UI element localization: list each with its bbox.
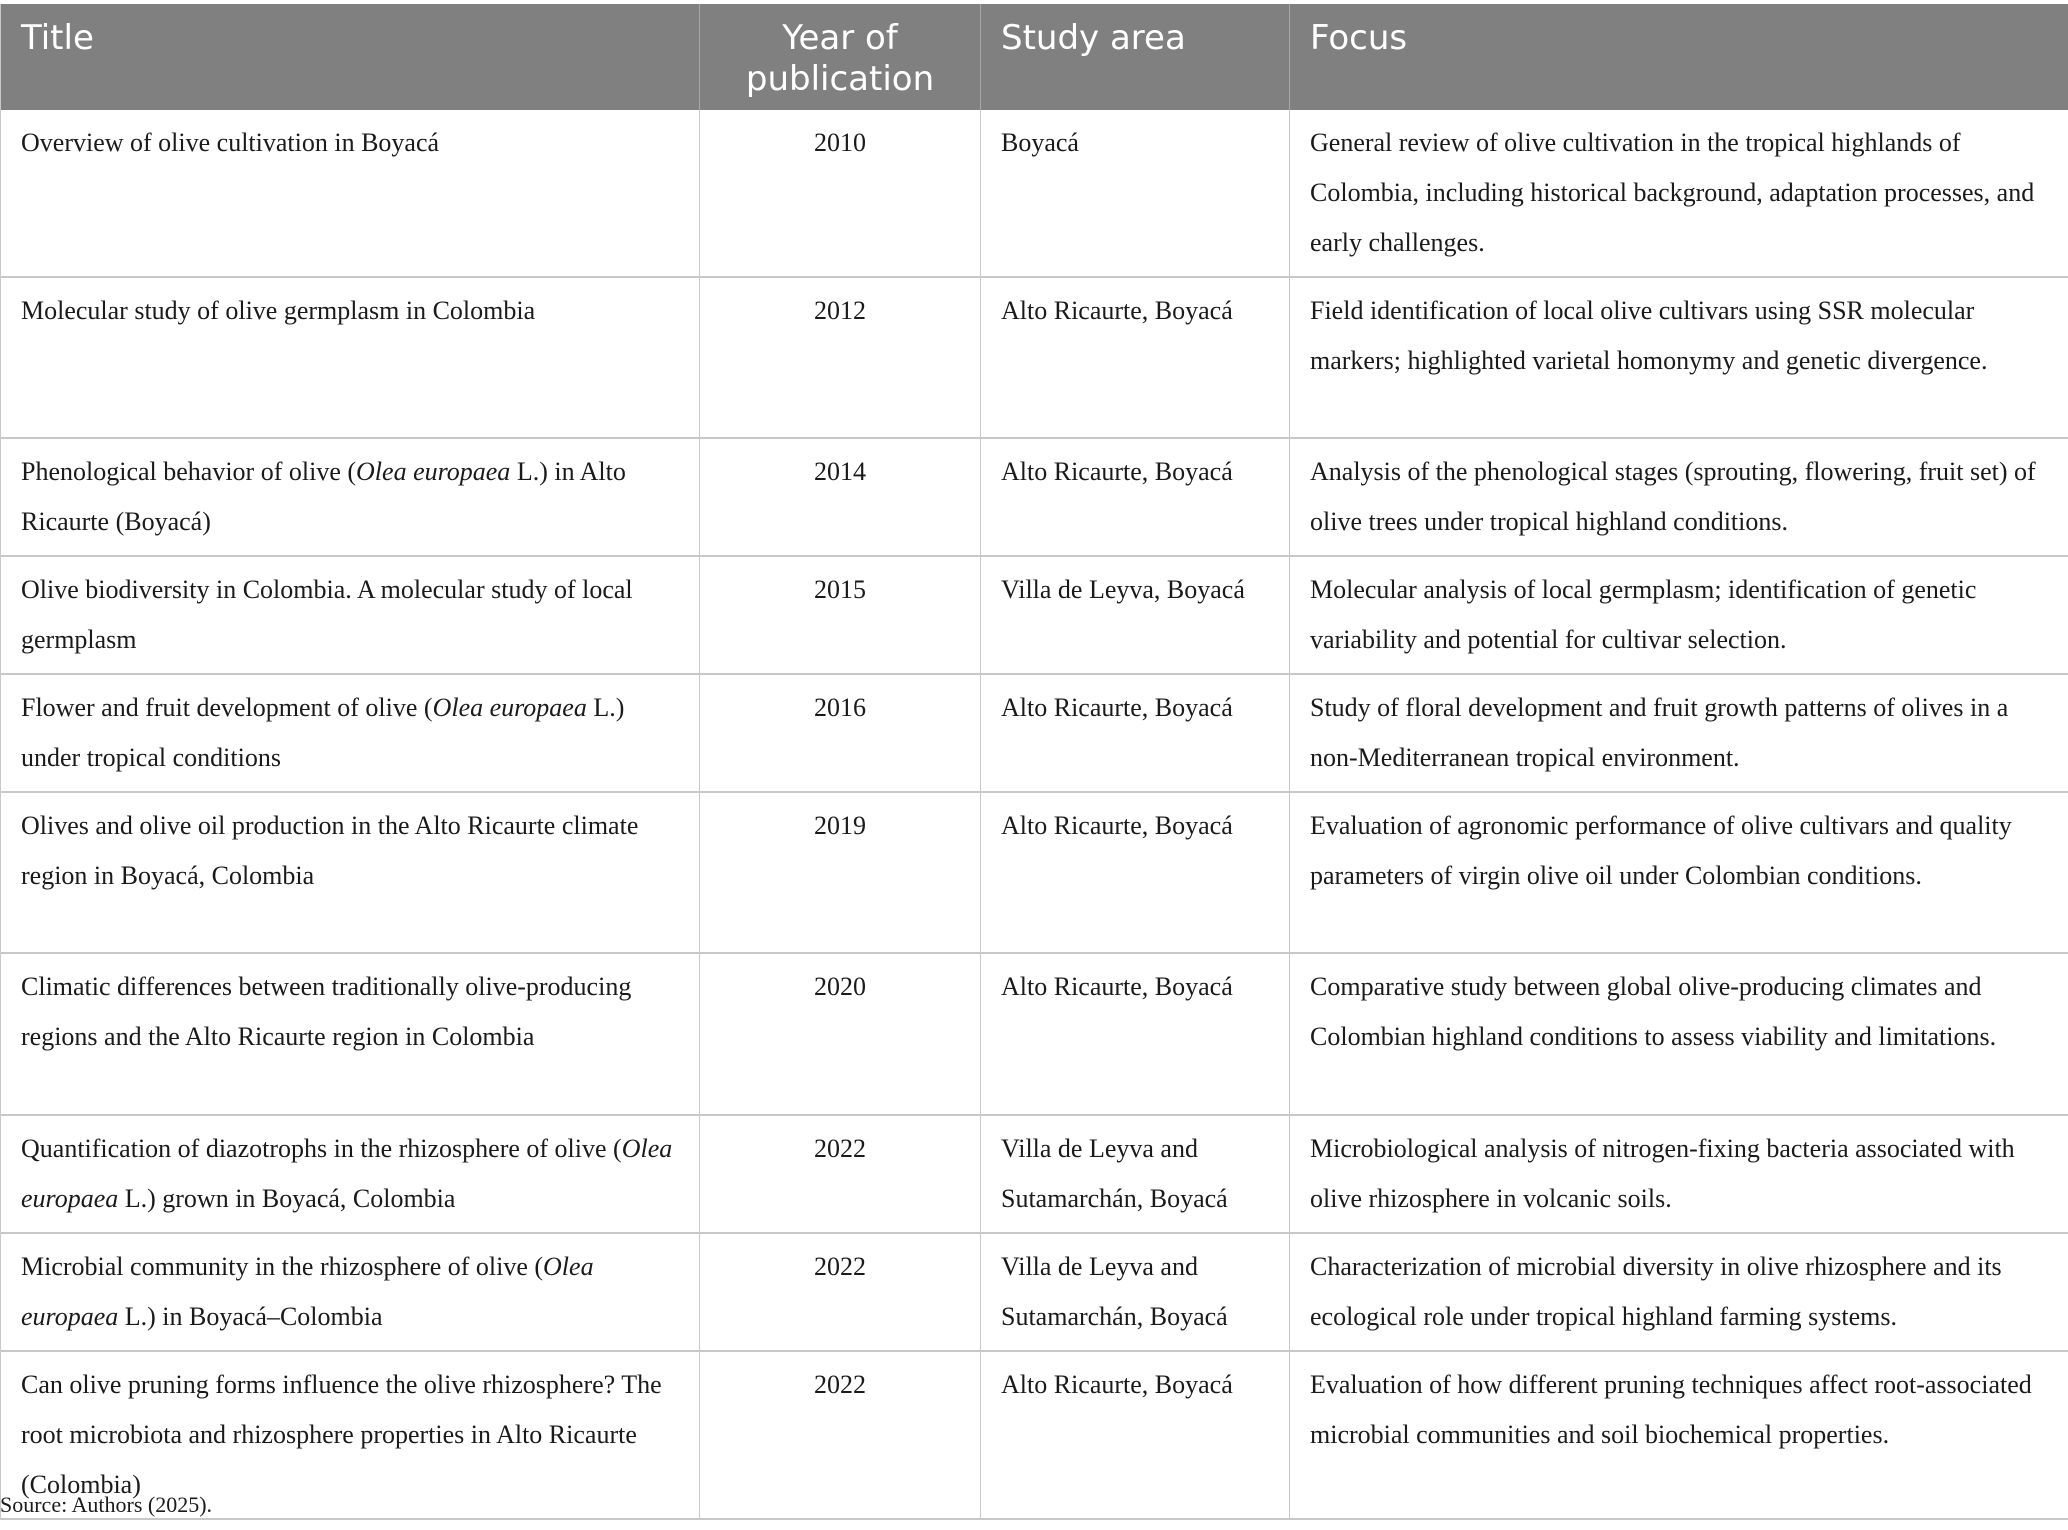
title-segment: Olea europaea: [432, 693, 587, 722]
table-row: [1, 1115, 2068, 1233]
title-segment: L.) in Alto Ricaurte (Boyacá): [21, 457, 626, 536]
title-segment: Olea europaea: [356, 457, 511, 486]
table-row: [1, 792, 2068, 953]
cell-year: 2022: [700, 1351, 981, 1519]
title-segment: Flower and fruit development of olive (: [21, 693, 433, 722]
title-segment: Climatic differences between traditionally olive-producing regions and the Alto Ricaurte region in Colombia: [21, 972, 632, 1051]
cell-study-area: Alto Ricaurte, Boyacá: [981, 1351, 1290, 1519]
table-row: [1, 674, 2068, 792]
title-segment: Olea europaea: [21, 1134, 673, 1213]
cell-year: 2016: [700, 674, 981, 792]
cell-title: [1, 556, 700, 674]
cell-title: [1, 438, 700, 556]
cell-study-area: Alto Ricaurte, Boyacá: [981, 277, 1290, 438]
cell-focus: Study of floral development and fruit growth patterns of olives in a non-Mediterranean tropical environment.: [1290, 674, 2068, 792]
cell-focus: General review of olive cultivation in the tropical highlands of Colombia, including historical background, adaptation processes, and early challenges.: [1290, 110, 2068, 277]
cell-study-area: Alto Ricaurte, Boyacá: [981, 674, 1290, 792]
cell-focus: Field identification of local olive cultivars using SSR molecular markers; highlighted varietal homonymy and genetic divergence.: [1290, 277, 2068, 438]
cell-title: [1, 1115, 700, 1233]
header-year: Year of publication: [700, 4, 981, 110]
cell-study-area: Villa de Leyva, Boyacá: [981, 556, 1290, 674]
cell-year: 2012: [700, 277, 981, 438]
title-segment: L.) in Boyacá–Colombia: [118, 1302, 383, 1331]
cell-year: 2022: [700, 1115, 981, 1233]
cell-study-area: Alto Ricaurte, Boyacá: [981, 953, 1290, 1115]
title-segment: Olea europaea: [21, 1252, 594, 1331]
cell-title: [1, 792, 700, 953]
header-study-area: Study area: [981, 4, 1290, 110]
cell-title: [1, 110, 700, 277]
title-segment: Olives and olive oil production in the Alto Ricaurte climate region in Boyacá, Colombia: [21, 811, 639, 890]
cell-year: 2020: [700, 953, 981, 1115]
title-segment: Microbial community in the rhizosphere of olive (: [21, 1252, 544, 1281]
cell-title: [1, 953, 700, 1115]
title-segment: Molecular study of olive germplasm in Colombia: [21, 296, 536, 325]
cell-focus: Characterization of microbial diversity in olive rhizosphere and its ecological role under tropical highland farming systems.: [1290, 1233, 2068, 1351]
title-segment: Can olive pruning forms influence the olive rhizosphere? The root microbiota and rhizosphere properties in Alto Ricaurte (Colombia): [21, 1370, 662, 1499]
cell-focus: Analysis of the phenological stages (sprouting, flowering, fruit set) of olive trees under tropical highland conditions.: [1290, 438, 2068, 556]
header-title: Title: [1, 4, 700, 110]
cell-title: [1, 674, 700, 792]
table-header-row: [1, 4, 2068, 110]
table-row: [1, 1233, 2068, 1351]
cell-title: [1, 1233, 700, 1351]
literature-table: [0, 4, 2068, 1520]
cell-study-area: Alto Ricaurte, Boyacá: [981, 792, 1290, 953]
cell-focus: Microbiological analysis of nitrogen-fixing bacteria associated with olive rhizosphere in volcanic soils.: [1290, 1115, 2068, 1233]
title-segment: Phenological behavior of olive (: [21, 457, 357, 486]
cell-focus: Evaluation of agronomic performance of olive cultivars and quality parameters of virgin olive oil under Colombian conditions.: [1290, 792, 2068, 953]
cell-study-area: Villa de Leyva and Sutamarchán, Boyacá: [981, 1115, 1290, 1233]
table-row: [1, 1351, 2068, 1519]
title-segment: Overview of olive cultivation in Boyacá: [21, 128, 440, 157]
title-segment: L.) grown in Boyacá, Colombia: [118, 1184, 456, 1213]
cell-focus: Comparative study between global olive-producing climates and Colombian highland conditions to assess viability and limitations.: [1290, 953, 2068, 1115]
cell-study-area: Villa de Leyva and Sutamarchán, Boyacá: [981, 1233, 1290, 1351]
title-segment: Quantification of diazotrophs in the rhizosphere of olive (: [21, 1134, 622, 1163]
table-row: [1, 556, 2068, 674]
source-note: Source: Authors (2025).: [0, 1492, 213, 1517]
cell-focus: Molecular analysis of local germplasm; identification of genetic variability and potential for cultivar selection.: [1290, 556, 2068, 674]
cell-year: 2019: [700, 792, 981, 953]
cell-year: 2015: [700, 556, 981, 674]
cell-study-area: Boyacá: [981, 110, 1290, 277]
cell-year: 2022: [700, 1233, 981, 1351]
cell-year: 2014: [700, 438, 981, 556]
title-segment: L.) under tropical conditions: [21, 693, 625, 772]
table-row: [1, 277, 2068, 438]
cell-year: 2010: [700, 110, 981, 277]
table-row: [1, 953, 2068, 1115]
header-focus: Focus: [1290, 4, 2068, 110]
table-row: [1, 438, 2068, 556]
cell-focus: Evaluation of how different pruning techniques affect root-associated microbial communities and soil biochemical properties.: [1290, 1351, 2068, 1519]
cell-study-area: Alto Ricaurte, Boyacá: [981, 438, 1290, 556]
table-row: [1, 110, 2068, 277]
cell-title: [1, 277, 700, 438]
title-segment: Olive biodiversity in Colombia. A molecular study of local germplasm: [21, 575, 633, 654]
